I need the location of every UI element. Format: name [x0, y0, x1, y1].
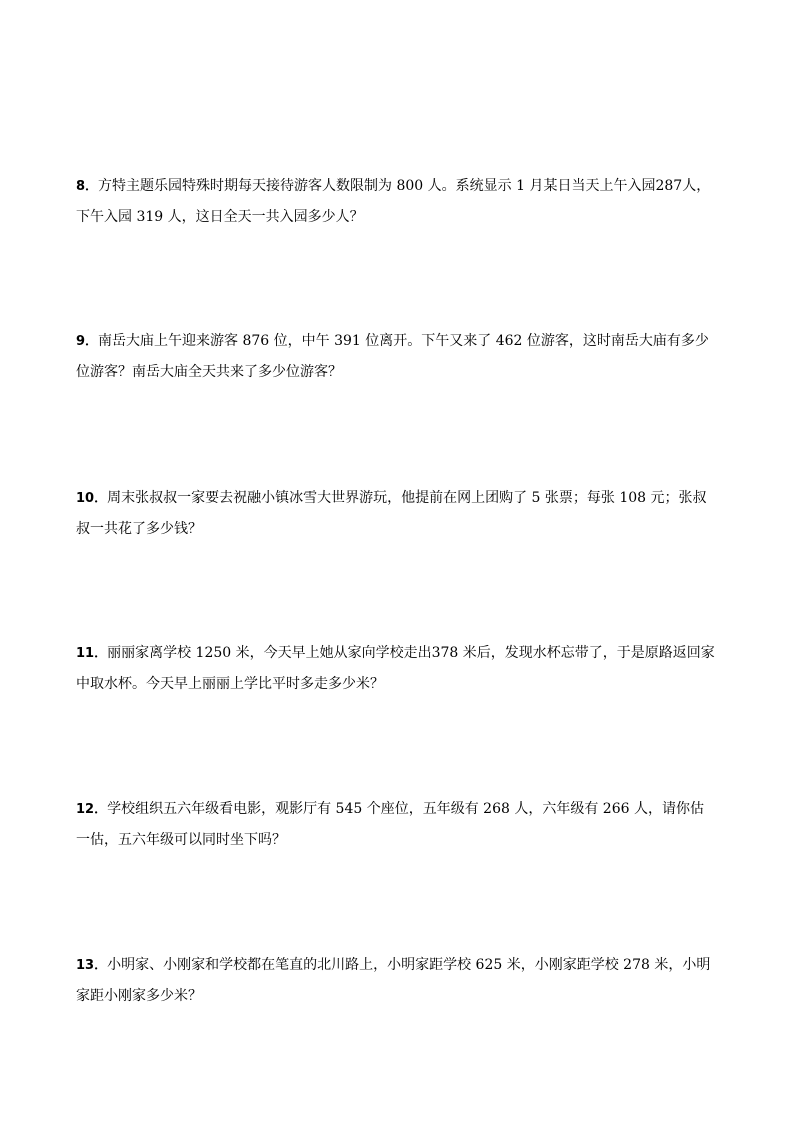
question-text: 学校组织五六年级看电影，观影厅有 545 个座位，五年级有 268 人，六年级有 266 人，请你估一估，五六年级可以同时坐下吗？: [76, 801, 704, 848]
question-13: [76, 950, 716, 1012]
question-number: 11．: [76, 646, 108, 661]
question-text: 南岳大庙上午迎来游客 876 位，中午 391 位离开。下午又来了 462 位游客，这时南岳大庙有多少位游客？南岳大庙全天共来了多少位游客？: [76, 333, 709, 380]
question-11: [76, 638, 716, 700]
question-number: 12．: [76, 802, 108, 817]
question-10: [76, 483, 716, 545]
question-text: 丽丽家离学校 1250 米，今天早上她从家向学校走出378 米后，发现水杯忘带了，于是原路返回家中取水杯。今天早上丽丽上学比平时多走多少米？: [76, 645, 715, 692]
question-text: 方特主题乐园特殊时期每天接待游客人数限制为 800 人。系统显示 1 月某日当天上午入园287人，下午入园 319 人，这日全天一共入园多少人？: [76, 178, 711, 225]
question-text: 周末张叔叔一家要去祝融小镇冰雪大世界游玩，他提前在网上团购了 5 张票；每张 108 元；张叔叔一共花了多少钱？: [76, 490, 707, 537]
question-8: [76, 171, 716, 233]
question-number: 8．: [76, 179, 99, 194]
question-number: 9．: [76, 334, 99, 349]
question-12: [76, 794, 716, 856]
question-text: 小明家、小刚家和学校都在笔直的北川路上，小明家距学校 625 米，小刚家距学校 278 米，小明家距小刚家多少米？: [76, 957, 711, 1004]
question-number: 13．: [76, 958, 108, 973]
question-number: 10．: [76, 491, 108, 506]
question-9: [76, 326, 716, 388]
